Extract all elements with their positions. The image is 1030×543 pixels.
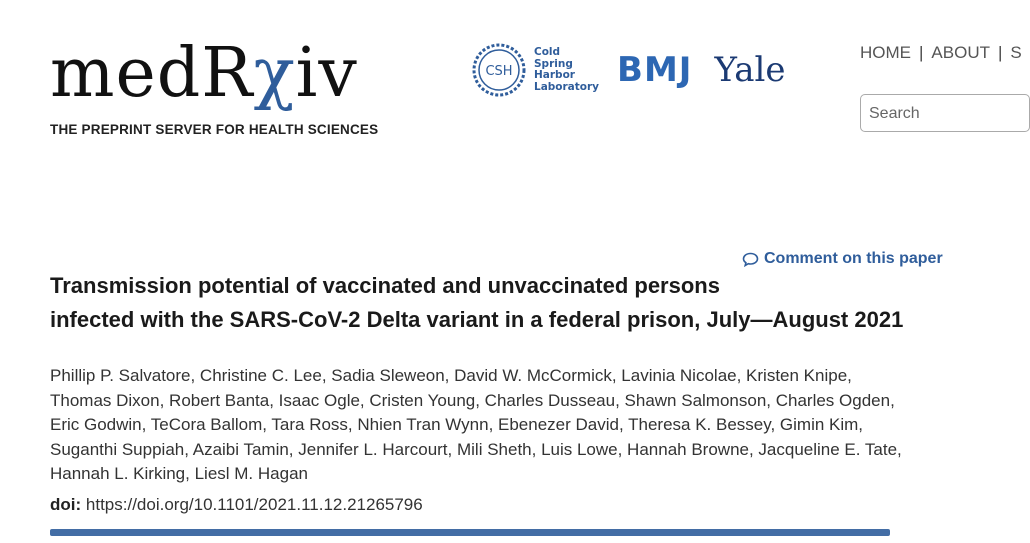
- csh-badge-text: CSH: [485, 64, 513, 79]
- dna-ring-icon: [470, 41, 528, 99]
- search-box: [860, 94, 1030, 132]
- nav-next-link[interactable]: S: [1010, 43, 1022, 62]
- bmj-logo[interactable]: BMJ: [617, 50, 693, 90]
- title-line: Transmission potential of vaccinated and unvaccinated persons: [50, 273, 720, 298]
- csh-line: Laboratory: [534, 80, 600, 93]
- author-line: Thomas Dixon, Robert Banta, Isaac Ogle, Cristen Young, Charles Dusseau, Shawn Salmonson, Charles Ogden,: [50, 390, 895, 410]
- medrxiv-logo[interactable]: [50, 34, 410, 137]
- paper-title: [50, 269, 970, 337]
- logo-part-iv: iv: [295, 34, 358, 113]
- csh-logo[interactable]: [470, 41, 599, 99]
- csh-line: Harbor: [534, 69, 575, 81]
- speech-bubble-icon: [742, 252, 759, 267]
- logo-wordmark: [50, 34, 410, 113]
- cut-off-text-line: [50, 529, 890, 543]
- author-line: Phillip P. Salvatore, Christine C. Lee, Sadia Sleweon, David W. McCormick, Lavinia Nicolae, Kristen Knipe,: [50, 366, 852, 385]
- nav-separator: |: [919, 43, 924, 62]
- author-line: Eric Godwin, TeCora Ballom, Tara Ross, Nhien Tran Wynn, Ebenezer David, Theresa K. Bessey, Gimin Kim,: [50, 415, 864, 434]
- logo-part-chi: χ: [253, 34, 296, 113]
- title-line: infected with the SARS-CoV-2 Delta variant in a federal prison, July—August 2021: [50, 307, 904, 332]
- doi-label: doi:: [50, 495, 82, 514]
- csh-line: Cold: [534, 46, 561, 58]
- author-line: Hannah L. Kirking, Liesl M. Hagan: [50, 464, 308, 483]
- yale-logo[interactable]: Yale: [714, 50, 786, 90]
- search-input[interactable]: [861, 95, 1011, 133]
- comment-on-paper-link[interactable]: [742, 250, 943, 268]
- logo-tagline: THE PREPRINT SERVER FOR HEALTH SCIENCES: [50, 122, 379, 137]
- csh-name: [534, 47, 599, 93]
- author-list: [50, 364, 950, 487]
- top-nav: [860, 43, 1022, 63]
- nav-home-link[interactable]: HOME: [860, 43, 911, 62]
- doi-line: [50, 495, 423, 515]
- comment-link-label: Comment on this paper: [764, 250, 943, 267]
- nav-separator: |: [997, 43, 1003, 62]
- nav-about-link[interactable]: ABOUT: [931, 43, 990, 62]
- logo-part-med: medR: [50, 34, 254, 113]
- doi-link[interactable]: https://doi.org/10.1101/2021.11.12.21265796: [85, 495, 423, 514]
- csh-line: Spring: [534, 57, 573, 70]
- author-line: Suganthi Suppiah, Azaibi Tamin, Jennifer L. Harcourt, Mili Sheth, Luis Lowe, Hannah Browne, Jacqueline E. Tate,: [50, 439, 902, 459]
- partner-logos: [470, 40, 786, 100]
